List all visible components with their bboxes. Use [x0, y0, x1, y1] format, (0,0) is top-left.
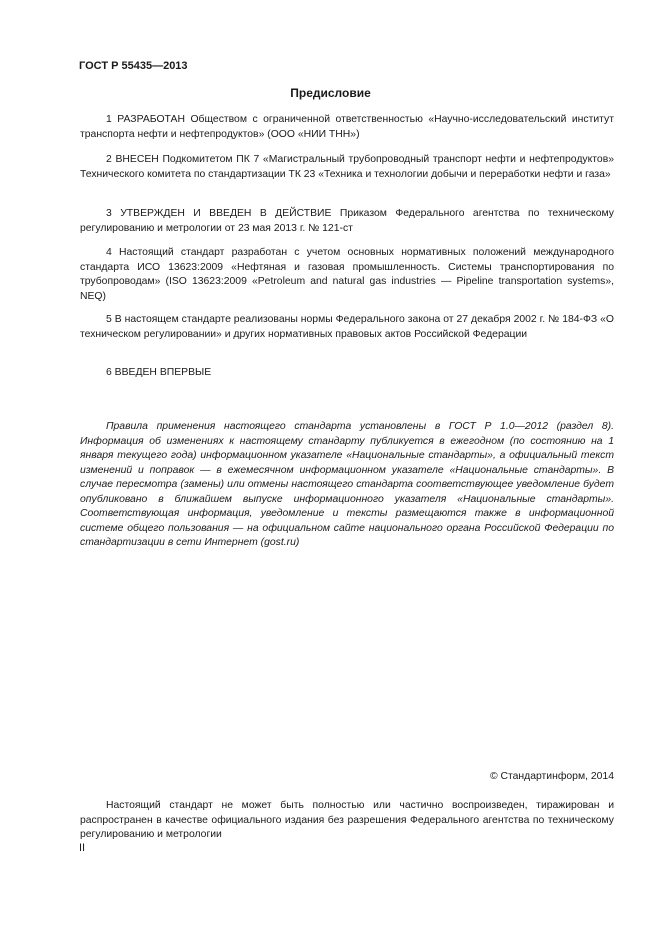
- preface-item-2: [80, 153, 614, 182]
- preface-item-4: [80, 246, 614, 304]
- preface-item-text: 1 РАЗРАБОТАН Обществом с ограниченной ответственностью «Научно-исследовательский институт транспорта нефти и нефтепродуктов» (ООО «НИИ ТНН»): [80, 114, 614, 140]
- reproduction-notice-text: Настоящий стандарт не может быть полностью или частично воспроизведен, тиражирован и распространен в качестве официального издания без разрешения Федерального агентства по техническому регулированию и метрологии: [80, 800, 614, 840]
- preface-item-text: 5 В настоящем стандарте реализованы нормы Федерального закона от 27 декабря 2002 г. № 184-ФЗ «О техническом регулировании» и других нормативных правовых актов Российской Федерации: [80, 314, 614, 340]
- preface-item-text: 6 ВВЕДЕН ВПЕРВЫЕ: [106, 367, 212, 378]
- copyright-line: © Стандартинформ, 2014: [489, 771, 614, 782]
- document-id: ГОСТ Р 55435—2013: [79, 60, 188, 72]
- preface-item-5: [80, 313, 614, 342]
- preface-item-text: 3 УТВЕРЖДЕН И ВВЕДЕН В ДЕЙСТВИЕ Приказом Федерального агентства по техническому регулированию и метрологии от 23 мая 2013 г. № 121-ст: [80, 208, 614, 234]
- preface-item-3: [80, 207, 614, 236]
- reproduction-notice: [80, 799, 614, 843]
- page-title: Предисловие: [290, 86, 371, 100]
- usage-note-text: Правила применения настоящего стандарта установлены в ГОСТ Р 1.0—2012 (раздел 8). Информация об изменениях к настоящему стандарту публикуется в ежегодном (по состоянию на 1 января текущего года) информационном указателе «Национальные стандарты», а официальный текст изменений и поправок — в ежемесячном информационном указателе «Национальные стандарты». В случае пересмотра (замены) или отмены настоящего стандарта соответствующее уведомление будет опубликовано в ближайшем выпуске информационного указателя «Национальные стандарты». Соответствующая информация, уведомление и тексты размещаются также в информационной системе общего пользования — на официальном сайте национального органа Российской Федерации по стандартизации в сети Интернет (gost.ru): [80, 421, 614, 548]
- preface-item-text: 2 ВНЕСЕН Подкомитетом ПК 7 «Магистральный трубопроводный транспорт нефти и нефтепродуктов» Технического комитета по стандартизации ТК 23 «Техника и технологии добычи и переработки нефти и газа»: [80, 154, 614, 180]
- preface-item-1: [80, 113, 614, 142]
- preface-item-text: 4 Настоящий стандарт разработан с учетом основных нормативных положений международного стандарта ИСО 13623:2009 «Нефтяная и газовая промышленность. Системы транспортирования по трубопроводам» (ISO 13623:2009 «Petroleum and natural gas industries — Pipeline transportation systems», NEQ): [80, 247, 614, 302]
- preface-item-6: [80, 366, 614, 381]
- usage-note: [80, 420, 614, 551]
- page-number: II: [79, 842, 86, 854]
